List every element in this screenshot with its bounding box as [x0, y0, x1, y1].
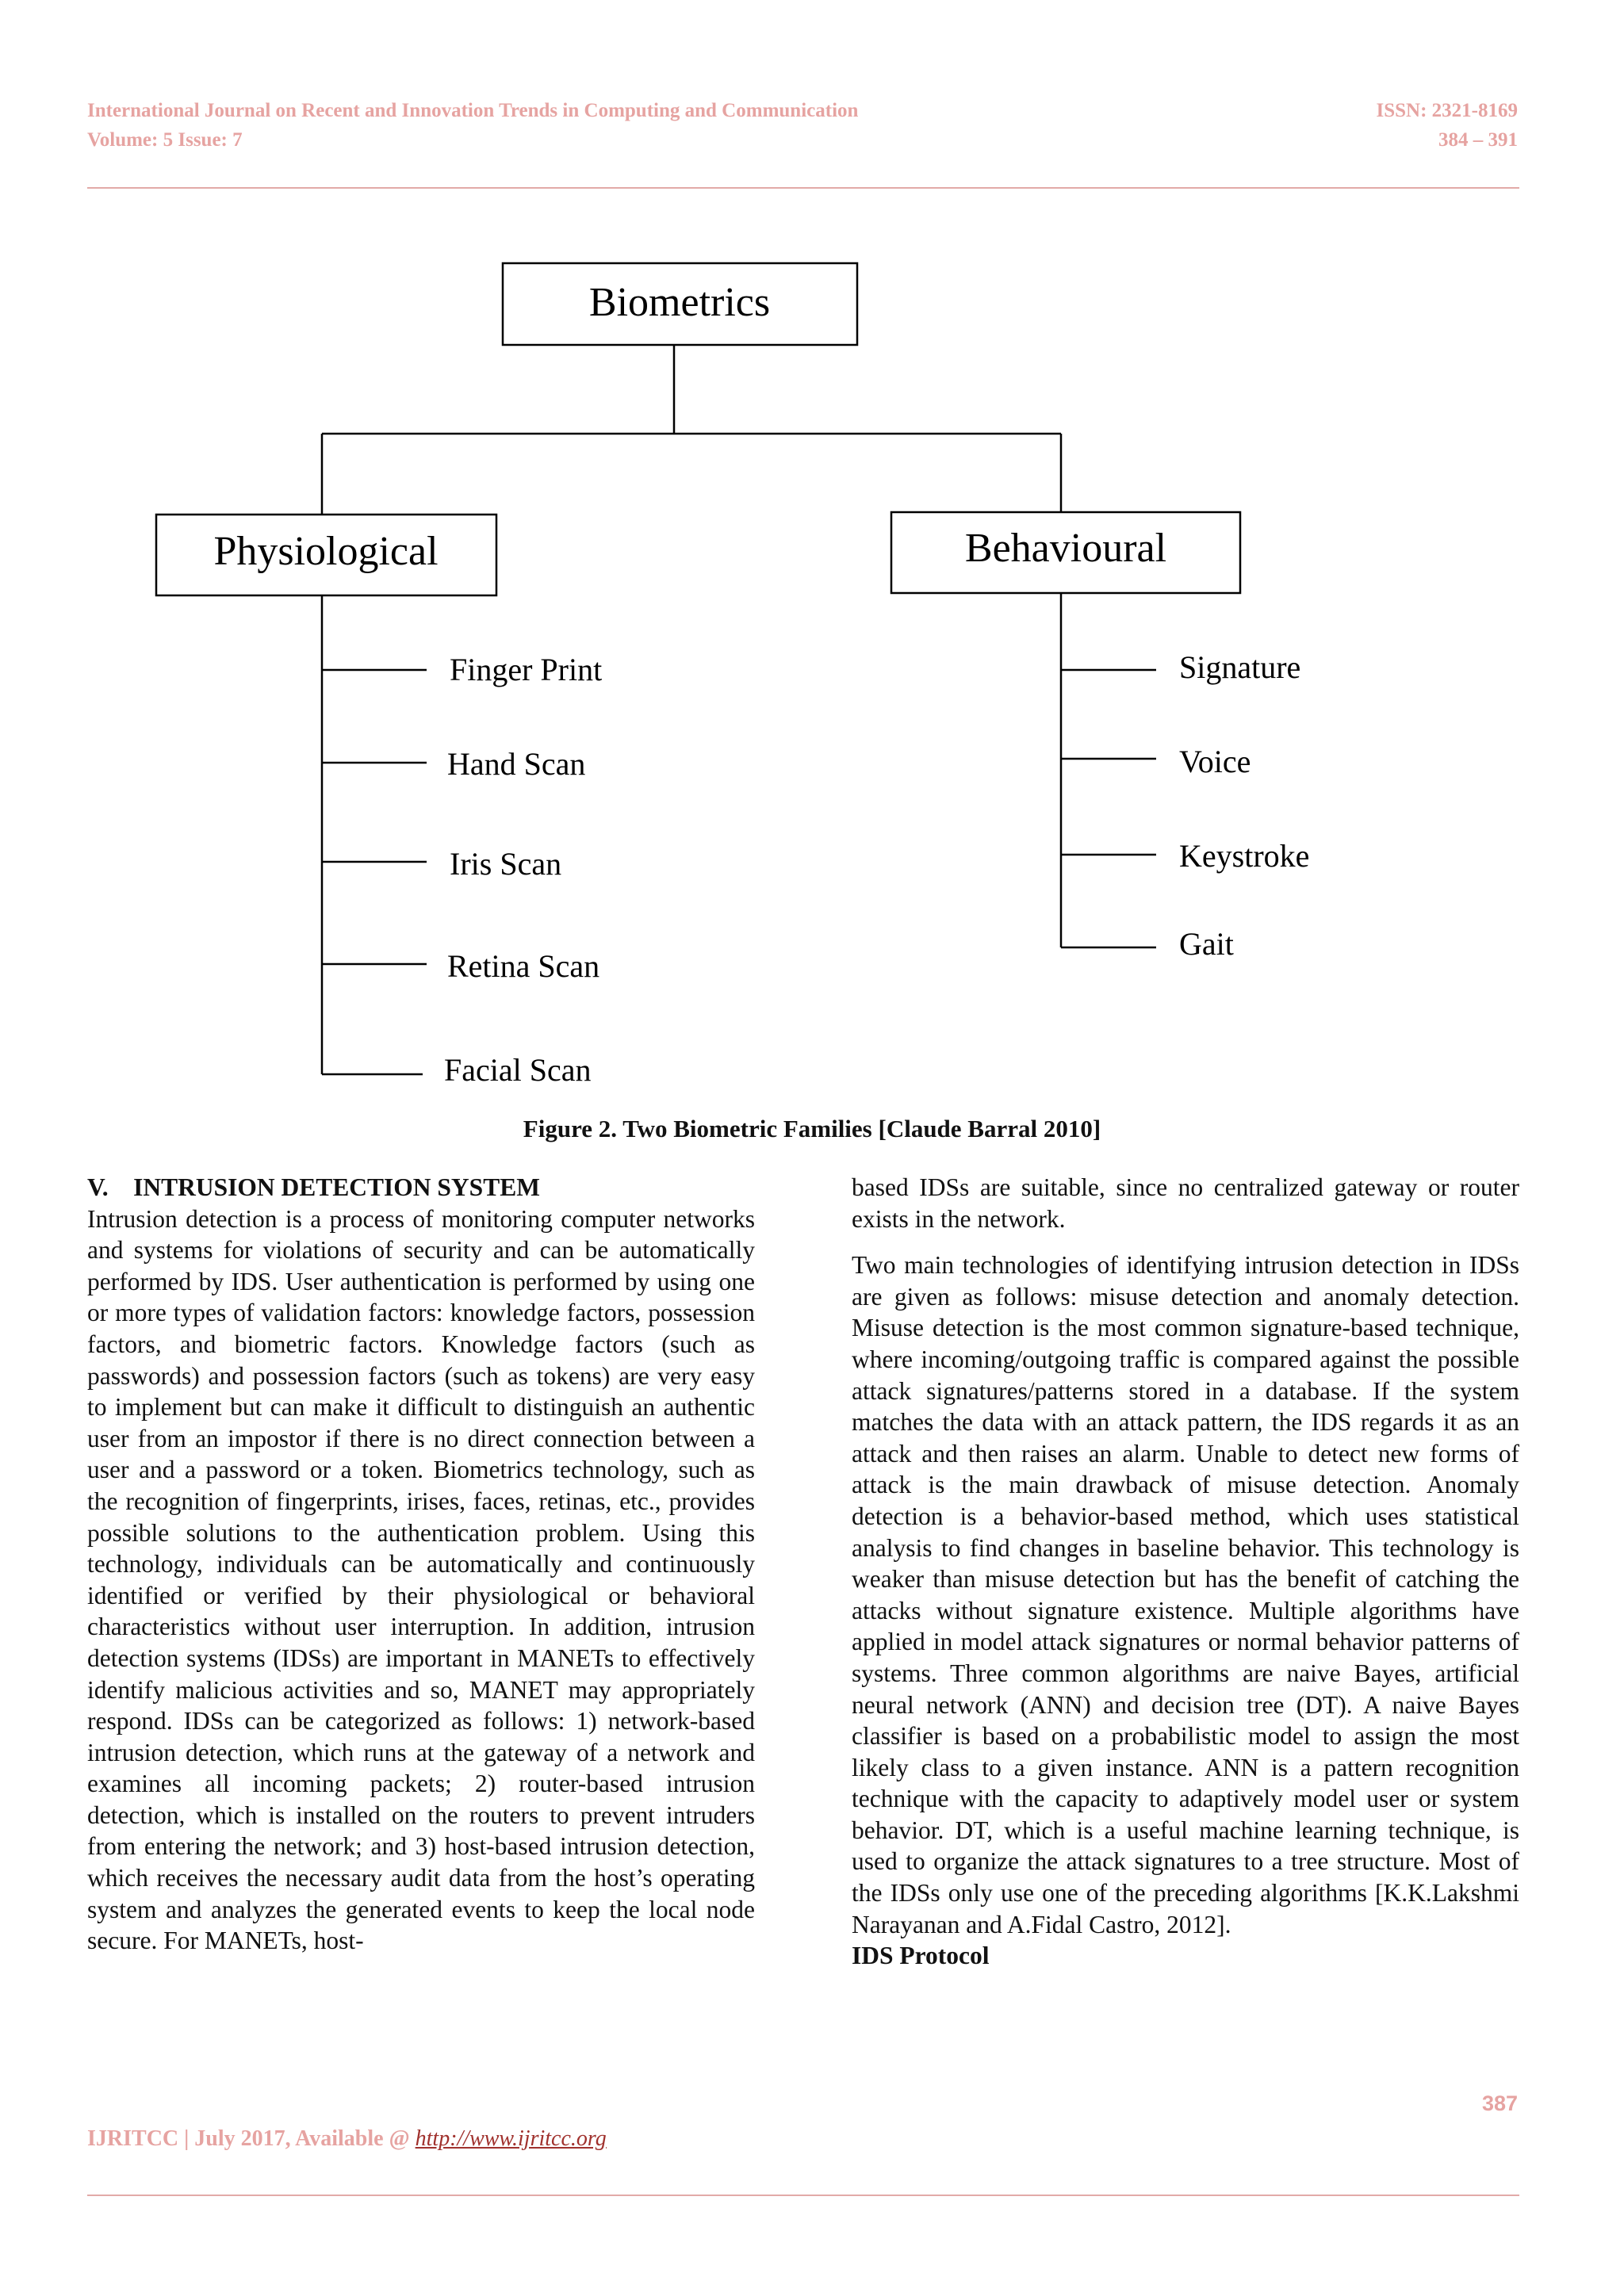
leaf-signature: Signature — [1179, 649, 1301, 685]
footer-link[interactable]: http://www.ijritcc.org — [415, 2126, 607, 2151]
leaf-facial-scan: Facial Scan — [444, 1052, 592, 1088]
section-title: INTRUSION DETECTION SYSTEM — [133, 1173, 540, 1201]
leaf-iris-scan: Iris Scan — [450, 846, 562, 882]
footer-text: IJRITCC | July 2017, Available @ — [87, 2126, 416, 2151]
leaf-keystroke: Keystroke — [1179, 838, 1310, 874]
page-number: 387 — [1481, 2091, 1518, 2115]
leaf-voice: Voice — [1179, 744, 1251, 779]
footer — [87, 2126, 607, 2152]
paragraph: Two main technologies of identifying intrusion detection in IDSs are given as follows: misuse detection and anomaly detection. Misuse detection is the most common signature-based technique, where incoming/outgoing traffic is compared against the possible attack signatures/patterns stored in a database. If the system matches the data with an attack pattern, the IDS regards it as an attack and then raises an alarm. Unable to detect new forms of attack is the main drawback of misuse detection. Anomaly detection is a behavior-based method, which uses statistical analysis to find changes in baseline behavior. This technology is weaker than misuse detection but has the benefit of catching the attacks without signature existence. Multiple algorithms have applied in model attack signatures or normal behavior patterns of systems. Three common algorithms are naive Bayes, artificial neural network (ANN) and decision tree (DT). A naive Bayes classifier is based on a probabilistic model to assign the most likely class to a given instance. ANN is a pattern recognition technique with the capacity to adaptively model user or system behavior. DT, which is a useful machine learning technique, is used to organize the attack signatures to a tree structure. Most of the IDSs only use one of the preceding algorithms [K.K.Lakshmi Narayanan and A.Fidal Castro, 2012]. — [852, 1251, 1519, 1938]
leaf-hand-scan: Hand Scan — [447, 746, 586, 782]
footer-rule — [87, 2195, 1519, 2196]
paragraph: based IDSs are suitable, since no centralized gateway or router exists in the network. — [852, 1173, 1519, 1233]
right-column — [852, 1172, 1519, 1972]
leaf-gait: Gait — [1179, 926, 1234, 962]
journal-title: International Journal on Recent and Innovation Trends in Computing and Communication — [87, 100, 859, 121]
volume-issue: Volume: 5 Issue: 7 — [87, 129, 243, 151]
page-range: 384 – 391 — [1438, 129, 1518, 151]
behavioural-node-label: Behavioural — [964, 526, 1167, 571]
paragraph: Intrusion detection is a process of monitoring computer networks and systems for violations of security and can be automatically performed by IDS. User authentication is performed by using one or more types of validation factors: knowledge factors, possession factors, and biometric factors. Knowledge factors (such as passwords) and possession factors (such as tokens) are very easy to implement but can make it difficult to distinguish an authentic user from an impostor if there is no direct connection between a user and a password or a token. Biometrics technology, such as the recognition of fingerprints, irises, faces, retinas, etc., provides possible solutions to the authentication problem. Using this technology, individuals can be automatically and continuously identified or verified by their physiological or behavioral characteristics without user interruption. In addition, intrusion detection systems (IDSs) are important in MANETs to effectively identify malicious activities and so, MANET may appropriately respond. IDSs can be categorized as follows: 1) network-based intrusion detection, which runs at the gateway of a network and examines all incoming packets; 2) router-based intrusion detection, which is installed on the routers to prevent intruders from entering the network; and 3) host-based intrusion detection, which receives the necessary audit data from the host’s operating system and analyzes the generated events to keep the local node secure. For MANETs, host- — [87, 1204, 755, 1955]
leaf-retina-scan: Retina Scan — [447, 948, 600, 984]
left-column — [87, 1172, 755, 1957]
leaf-finger-print: Finger Print — [450, 652, 603, 687]
physiological-node-label: Physiological — [213, 529, 439, 574]
figure-caption: Figure 2. Two Biometric Families [Claude Barral 2010] — [523, 1115, 1101, 1142]
biometrics-tree-diagram — [0, 0, 1624, 1110]
section-heading — [87, 1172, 755, 1203]
subsection-heading: IDS Protocol — [852, 1942, 990, 1970]
section-number: V. — [87, 1173, 109, 1201]
issn: ISSN: 2321-8169 — [1376, 100, 1518, 121]
root-node-label: Biometrics — [588, 280, 771, 325]
